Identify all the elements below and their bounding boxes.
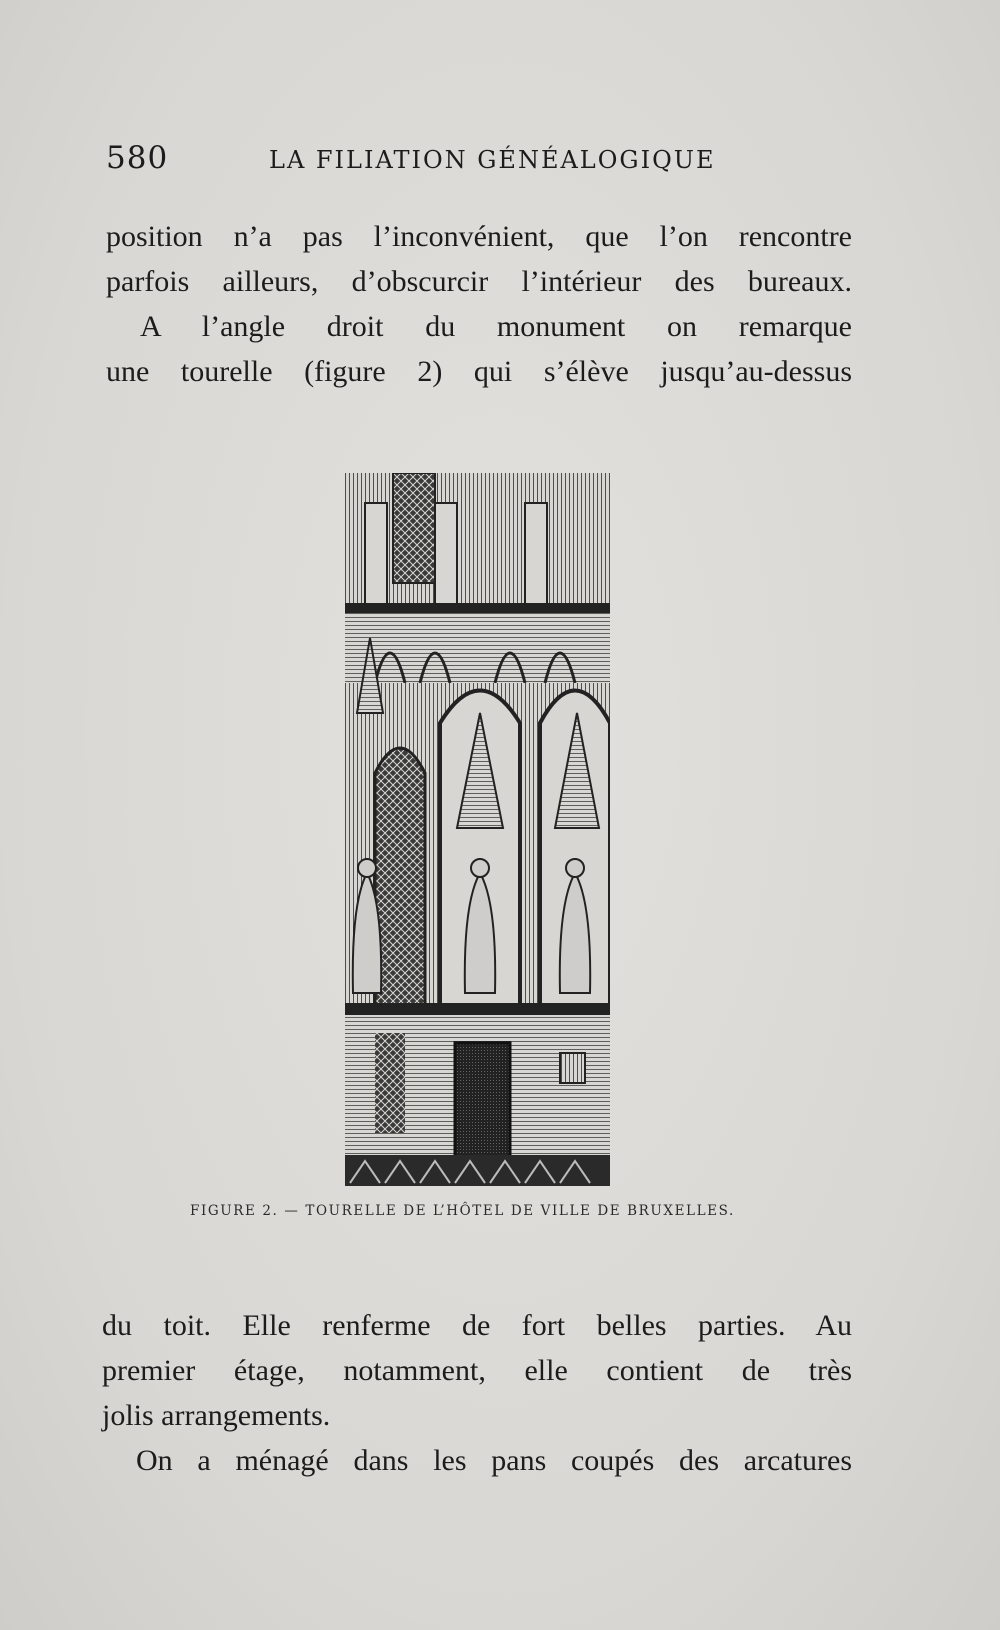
text-line: du toit. Elle renferme de fort belles parties. Au bbox=[102, 1309, 852, 1342]
page-number: 580 bbox=[106, 140, 169, 176]
text-line: jolis arrangements. bbox=[102, 1399, 331, 1432]
body-text-bottom bbox=[102, 1303, 852, 1483]
page-header bbox=[106, 140, 852, 180]
text-line: parfois ailleurs, d’obscurcir l’intérieur des bureaux. bbox=[106, 265, 852, 298]
text-line: A l’angle droit du monument on remarque bbox=[140, 310, 852, 343]
text-line: premier étage, notamment, elle contient de très bbox=[102, 1354, 852, 1387]
running-title: LA FILIATION GÉNÉALOGIQUE bbox=[269, 146, 716, 174]
figure-caption: FIGURE 2. — TOURELLE DE L’HÔTEL DE VILLE DE BRUXELLES. bbox=[190, 1203, 735, 1219]
text-line: position n’a pas l’inconvénient, que l’on rencontre bbox=[106, 220, 852, 253]
figure-engraving bbox=[345, 473, 610, 1186]
body-text-top bbox=[106, 214, 852, 394]
text-line: une tourelle (figure 2) qui s’élève jusqu’au-dessus bbox=[106, 355, 852, 388]
text-line: On a ménagé dans les pans coupés des arcatures bbox=[136, 1444, 852, 1477]
tower-engraving-illustration bbox=[345, 473, 610, 1186]
